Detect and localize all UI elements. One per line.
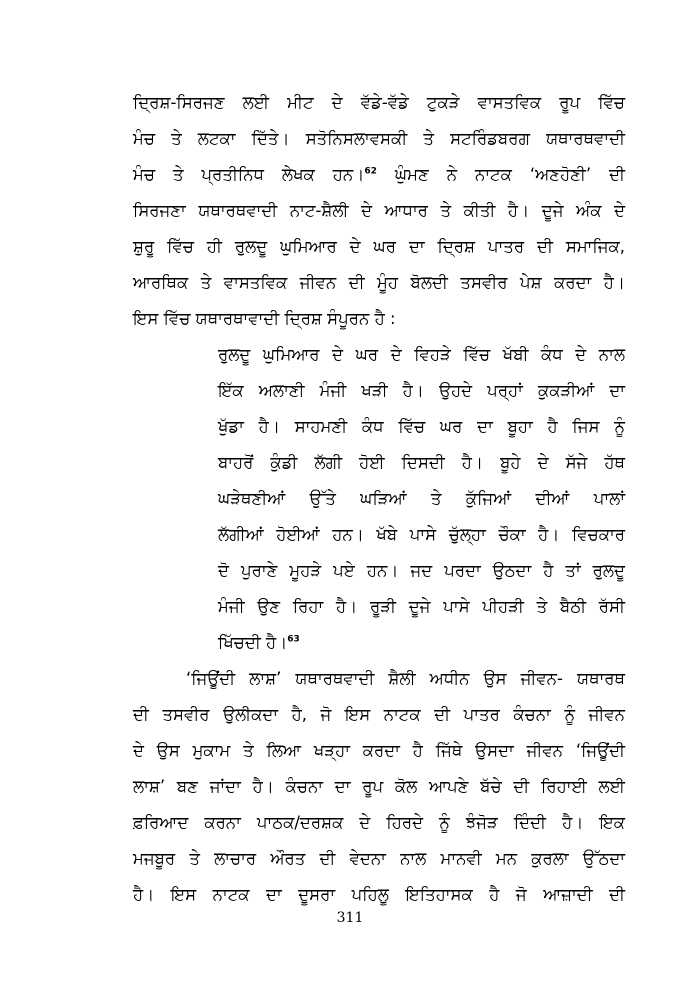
paragraph-line: ਮਜਬੂਰ ਤੇ ਲਾਚਾਰ ਔਰਤ ਦੀ ਵੇਦਨਾ ਨਾਲ ਮਾਨਵੀ ਮਨ ਕੁਰਲਾ ਉੱਠਦਾ: [133, 849, 625, 868]
quote-line: ਘੜੇਥਣੀਆਂ ਉੱਤੇ ਘੜਿਆਂ ਤੇ ਕੁੱਜਿਆਂ ਦੀਆਂ ਪਾਲਾਂ: [218, 489, 625, 508]
paragraph-line: ਦ੍ਰਿਸ਼-ਸਿਰਜਣ ਲਈ ਮੀਟ ਦੇ ਵੱਡੇ-ਵੱਡੇ ਟੁਕੜੇ ਵਾਸਤਵਿਕ ਰੂਪ ਵਿੱਚ: [133, 93, 625, 112]
paragraph-line: [133, 164, 625, 186]
quote-line: ਇੱਕ ਅਲਾਣੀ ਮੰਜੀ ਖੜੀ ਹੈ। ਉਹਦੇ ਪਰ੍ਹਾਂ ਕੁਕੜੀਆਂ ਦਾ: [218, 381, 625, 400]
paragraph-line: ਇਸ ਵਿੱਚ ਯਥਾਰਥਾਵਾਦੀ ਦ੍ਰਿਸ਼ ਸੰਪੂਰਨ ਹੈ :: [133, 309, 396, 328]
paragraph-line: ਸ਼ੁਰੂ ਵਿੱਚ ਹੀ ਰੁਲਦੂ ਘੁਮਿਆਰ ਦੇ ਘਰ ਦਾ ਦ੍ਰਿਸ਼ ਪਾਤਰ ਦੀ ਸਮਾਜਿਕ,: [133, 237, 625, 256]
page-number: 311: [336, 910, 364, 926]
paragraph-line: ਦੀ ਤਸਵੀਰ ਉਲੀਕਦਾ ਹੈ, ਜੋ ਇਸ ਨਾਟਕ ਦੀ ਪਾਤਰ ਕੰਚਨਾ ਨੂੰ ਜੀਵਨ: [133, 705, 625, 724]
paragraph-line: ਹੈ। ਇਸ ਨਾਟਕ ਦਾ ਦੂਸਰਾ ਪਹਿਲੂ ਇਤਿਹਾਸਕ ਹੈ ਜੋ ਆਜ਼ਾਦੀ ਦੀ: [133, 885, 625, 904]
paragraph-line: ਫ਼ਰਿਆਦ ਕਰਨਾ ਪਾਠਕ/ਦਰਸ਼ਕ ਦੇ ਹਿਰਦੇ ਨੂੰ ਝੰਜੋੜ ਦਿੰਦੀ ਹੈ। ਇਕ: [133, 813, 625, 832]
quote-line: ਰੁਲਦੂ ਘੁਮਿਆਰ ਦੇ ਘਰ ਦੇ ਵਿਹੜੇ ਵਿੱਚ ਖੱਬੀ ਕੰਧ ਦੇ ਨਾਲ: [218, 345, 625, 364]
paragraph-line: ‘ਜਿਊਂਦੀ ਲਾਸ਼’ ਯਥਾਰਥਵਾਦੀ ਸ਼ੈਲੀ ਅਧੀਨ ਉਸ ਜੀਵਨ- ਯਥਾਰਥ: [186, 669, 625, 688]
quote-line: ਬਾਹਰੋਂ ਕੁੰਡੀ ਲੱਗੀ ਹੋਈ ਦਿਸਦੀ ਹੈ। ਬੂਹੇ ਦੇ ਸੱਜੇ ਹੱਥ: [218, 453, 625, 472]
quote-line-text: ਖਿੱਚਦੀ ਹੈ।: [218, 633, 288, 652]
paragraph-line-text: ਮੰਚ ਤੇ ਪ੍ਰਤੀਨਿਧ ਲੇਖਕ ਹਨ।: [133, 165, 365, 184]
quote-line: ਖੁੱਡਾ ਹੈ। ਸਾਹਮਣੀ ਕੰਧ ਵਿੱਚ ਘਰ ਦਾ ਬੂਹਾ ਹੈ ਜਿਸ ਨੂੰ: [218, 417, 625, 436]
quote-line: ਦੋ ਪੁਰਾਣੇ ਮੂਹੜੇ ਪਏ ਹਨ। ਜਦ ਪਰਦਾ ਉਠਦਾ ਹੈ ਤਾਂ ਰੁਲਦੂ: [218, 561, 625, 580]
quote-line: ਮੰਜੀ ਉਣ ਰਿਹਾ ਹੈ। ਰੂੜੀ ਦੂਜੇ ਪਾਸੇ ਪੀਹੜੀ ਤੇ ਬੈਠੀ ਰੱਸੀ: [218, 597, 625, 616]
footnote-marker: 62: [364, 166, 377, 177]
paragraph-line: ਮੰਚ ਤੇ ਲਟਕਾ ਦਿੱਤੇ। ਸਤੋਨਿਸਲਾਵਸਕੀ ਤੇ ਸਟਰਿੰਡਬਰਗ ਯਥਾਰਥਵਾਦੀ: [133, 129, 625, 148]
paragraph-line: ਲਾਸ਼’ ਬਣ ਜਾਂਦਾ ਹੈ। ਕੰਚਨਾ ਦਾ ਰੂਪ ਕੋਲ ਆਪਣੇ ਬੱਚੇ ਦੀ ਰਿਹਾਈ ਲਈ: [133, 777, 625, 796]
footnote-marker: 63: [287, 634, 300, 645]
paragraph-line: ਦੇ ਉਸ ਮੁਕਾਮ ਤੇ ਲਿਆ ਖੜ੍ਹਾ ਕਰਦਾ ਹੈ ਜਿੱਥੇ ਉਸਦਾ ਜੀਵਨ ‘ਜਿਊਂਦੀ: [133, 741, 625, 760]
quote-line: ਲੱਗੀਆਂ ਹੋਈਆਂ ਹਨ। ਖੱਬੇ ਪਾਸੇ ਚੁੱਲ੍ਹਾ ਚੌਕਾ ਹੈ। ਵਿਚਕਾਰ: [218, 525, 625, 544]
paragraph-line-text: ਘੁੰਮਣ ਨੇ ਨਾਟਕ ‘ਅਣਹੋਣੀ’ ਦੀ: [394, 165, 625, 184]
quote-line: [218, 632, 625, 654]
paragraph-line: ਸਿਰਜਣਾ ਯਥਾਰਥਵਾਦੀ ਨਾਟ-ਸ਼ੈਲੀ ਦੇ ਆਧਾਰ ਤੇ ਕੀਤੀ ਹੈ। ਦੂਜੇ ਅੰਕ ਦੇ: [133, 201, 625, 220]
paragraph-line: ਆਰਥਿਕ ਤੇ ਵਾਸਤਵਿਕ ਜੀਵਨ ਦੀ ਮੂੰਹ ਬੋਲਦੀ ਤਸਵੀਰ ਪੇਸ਼ ਕਰਦਾ ਹੈ।: [133, 273, 625, 292]
